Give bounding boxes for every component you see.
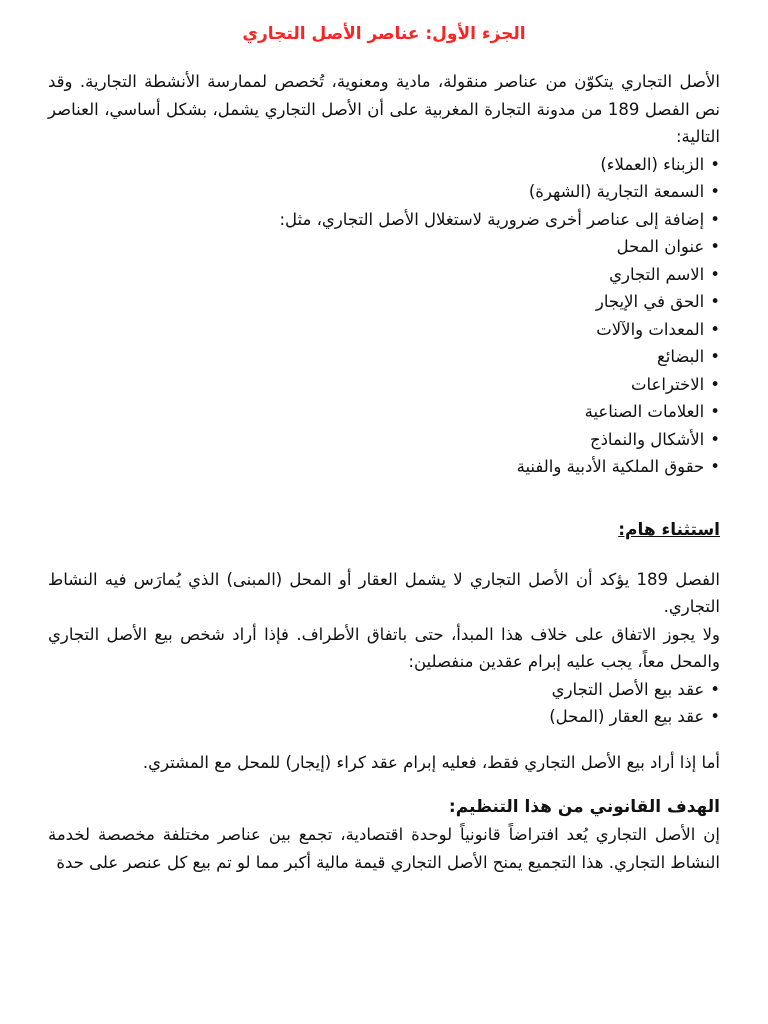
page-title: الجزء الأول: عناصر الأصل التجاري bbox=[242, 24, 526, 44]
list-item bbox=[48, 206, 720, 234]
objective-heading: الهدف القانوني من هذا التنظيم: bbox=[448, 797, 720, 817]
list-item-text: عقد بيع العقار (المحل) bbox=[549, 707, 705, 726]
bullet-icon: • bbox=[710, 237, 720, 256]
list-item bbox=[48, 453, 720, 481]
list-item-text: إضافة إلى عناصر أخرى ضرورية لاستغلال الأصل التجاري، مثل: bbox=[279, 209, 705, 229]
intro-paragraph: الأصل التجاري يتكوّن من عناصر منقولة، مادية ومعنوية، تُخصص لممارسة الأنشطة التجارية. وقد نص الفصل 189 من مدونة التجارة المغربية على أن الأصل التجاري يشمل، بشكل أساسي، العناصر التالية: bbox=[48, 72, 721, 146]
exception-paragraph-1: الفصل 189 يؤكد أن الأصل التجاري لا يشمل العقار أو المحل (المبنى) الذي يُمارَس فيه النشاط التجاري. bbox=[48, 569, 720, 616]
bullet-icon: • bbox=[710, 264, 720, 284]
bullet-icon: • bbox=[710, 292, 720, 311]
bullet-icon: • bbox=[710, 154, 720, 174]
bullet-icon: • bbox=[710, 209, 720, 229]
list-item bbox=[48, 371, 720, 399]
list-item-text: عقد بيع الأصل التجاري bbox=[551, 679, 705, 699]
list-item bbox=[48, 676, 720, 704]
bullet-icon: • bbox=[710, 347, 720, 366]
bullet-icon: • bbox=[710, 374, 720, 394]
list-item-text: حقوق الملكية الأدبية والفنية bbox=[516, 457, 705, 476]
list-item bbox=[48, 703, 720, 731]
list-item bbox=[48, 398, 720, 426]
bullet-icon: • bbox=[710, 429, 720, 449]
list-item bbox=[48, 343, 720, 371]
list-item bbox=[48, 316, 720, 344]
list-item-text: البضائع bbox=[656, 347, 705, 366]
spacer bbox=[48, 481, 720, 517]
list-item-text: السمعة التجارية (الشهرة) bbox=[528, 182, 705, 201]
bullet-icon: • bbox=[710, 707, 720, 726]
spacer bbox=[48, 731, 720, 749]
list-item-text: المعدات والآلات bbox=[596, 319, 705, 339]
exception-heading: استثناء هام: bbox=[618, 519, 720, 540]
list-item-text: الأشكال والنماذج bbox=[589, 429, 705, 449]
list-item bbox=[48, 426, 720, 454]
objective-paragraph: إن الأصل التجاري يُعد افتراضاً قانونياً لوحدة اقتصادية، تجمع بين عناصر مختلفة مخصصة لخدمة النشاط التجاري. هذا التجميع يمنح الأصل التجاري قيمة مالية أكبر مما لو تم بيع كل عنصر على حدة bbox=[48, 825, 720, 872]
bullet-icon: • bbox=[710, 319, 720, 339]
list-item-text: العلامات الصناعية bbox=[584, 402, 705, 421]
list-item-text: الحق في الإيجار bbox=[595, 292, 705, 311]
list-item bbox=[48, 261, 720, 289]
list-item-text: الزبناء (العملاء) bbox=[600, 154, 705, 174]
contracts-list bbox=[48, 676, 720, 731]
list-item bbox=[48, 178, 720, 206]
list-item-text: عنوان المحل bbox=[616, 237, 705, 256]
list-item bbox=[48, 288, 720, 316]
spacer bbox=[48, 544, 720, 566]
list-item bbox=[48, 233, 720, 261]
list-item-text: الاختراعات bbox=[630, 374, 705, 394]
bullet-icon: • bbox=[710, 182, 720, 201]
bullet-icon: • bbox=[710, 679, 720, 699]
exception-paragraph-2: ولا يجوز الاتفاق على خلاف هذا المبدأ، حتى باتفاق الأطراف. فإذا أراد شخص بيع الأصل التجاري والمحل معاً، يجب عليه إبرام عقدين منفصلين: bbox=[48, 624, 720, 671]
bullet-icon: • bbox=[710, 402, 720, 421]
spacer bbox=[48, 776, 720, 794]
elements-list bbox=[48, 151, 720, 481]
list-item-text: الاسم التجاري bbox=[609, 264, 705, 284]
bullet-icon: • bbox=[710, 457, 720, 476]
list-item bbox=[48, 151, 720, 179]
exception-paragraph-3: أما إذا أراد بيع الأصل التجاري فقط، فعليه إبرام عقد كراء (إيجار) للمحل مع المشتري. bbox=[142, 752, 720, 772]
